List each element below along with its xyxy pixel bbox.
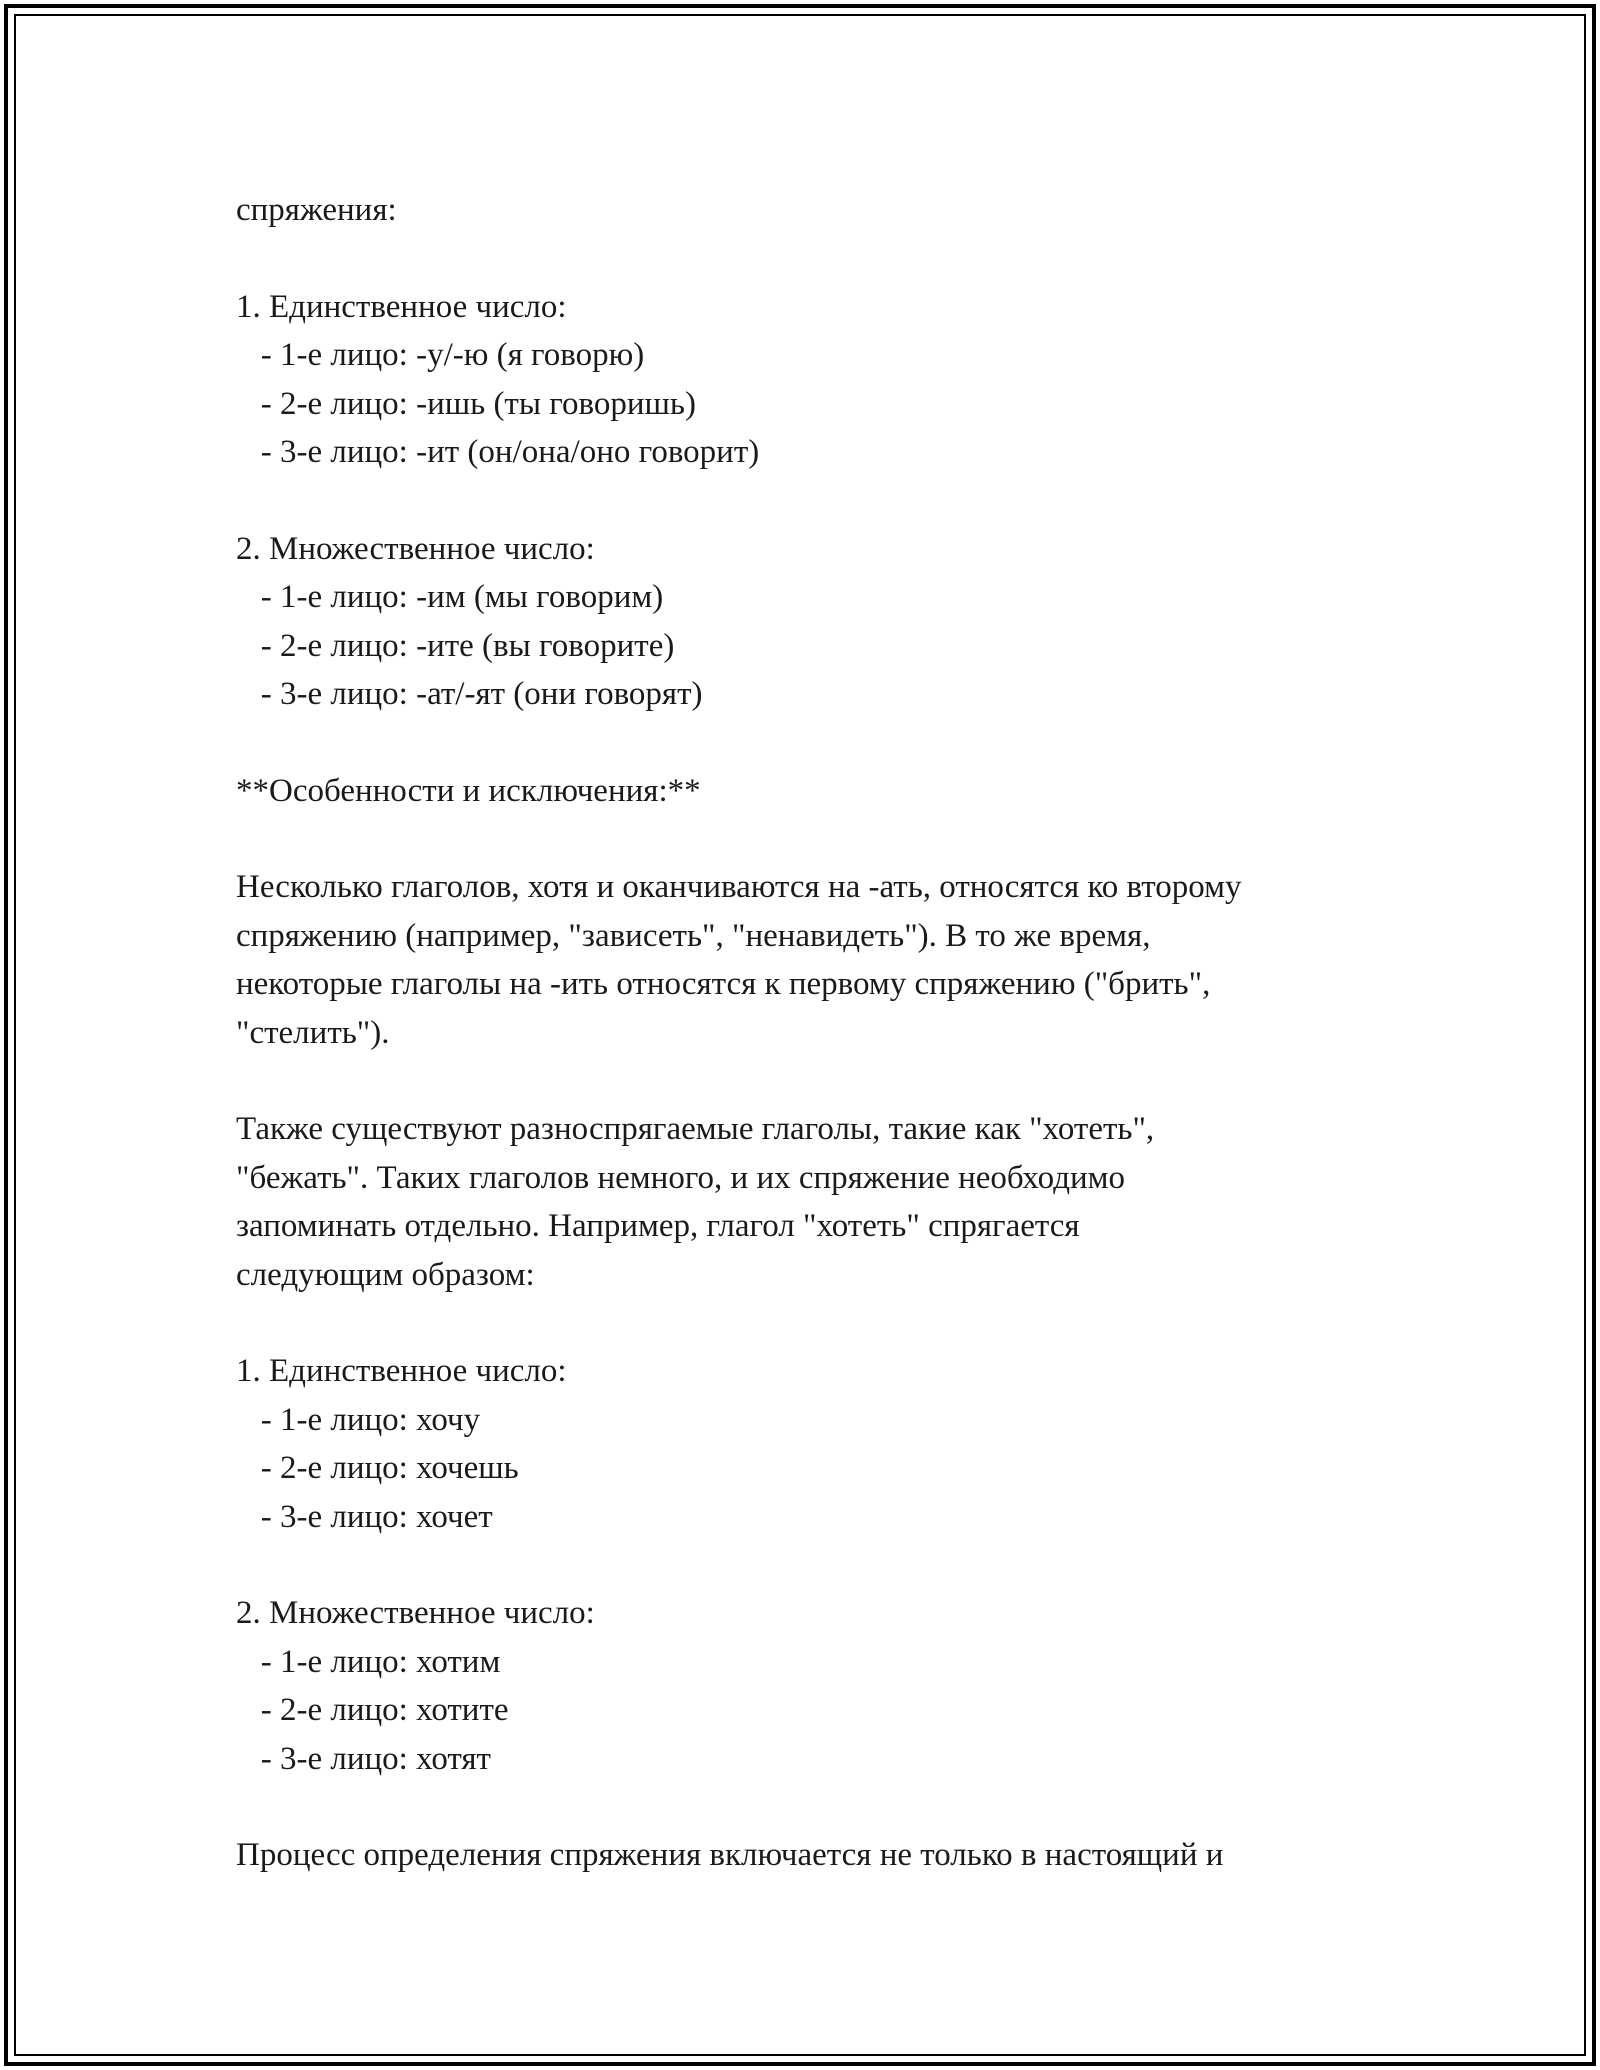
blank-line <box>236 234 1396 282</box>
blank-line <box>236 718 1396 766</box>
list-item: - 3-е лицо: -ат/-ят (они говорят) <box>236 675 703 712</box>
list-heading-plural: 2. Множественное число: <box>236 530 595 567</box>
list-item: - 1-е лицо: хотим <box>236 1643 501 1680</box>
text-line: спряжения: <box>236 192 397 228</box>
document-body <box>236 186 1396 1880</box>
list-item: - 2-е лицо: -ите (вы говорите) <box>236 627 675 664</box>
list-item: - 3-е лицо: -ит (он/она/оно говорит) <box>236 433 760 470</box>
list-item: - 2-е лицо: -ишь (ты говоришь) <box>236 385 696 422</box>
paragraph-line: Также существуют разноспрягаемые глаголы, такие как "хотеть", <box>236 1111 1155 1148</box>
list-item: - 3-е лицо: хочет <box>236 1498 493 1535</box>
blank-line <box>236 1783 1396 1831</box>
paragraph-line: Процесс определения спряжения включается не только в настоящий и <box>236 1837 1224 1874</box>
blank-line <box>236 476 1396 524</box>
list-item: - 1-е лицо: -у/-ю (я говорю) <box>236 337 645 374</box>
paragraph-line: "бежать". Таких глаголов немного, и их спряжение необходимо <box>236 1159 1126 1196</box>
paragraph-line: Несколько глаголов, хотя и оканчиваются на -ать, относятся ко второму <box>236 869 1242 906</box>
blank-line <box>236 815 1396 863</box>
list-item: - 1-е лицо: -им (мы говорим) <box>236 579 664 616</box>
blank-line <box>236 1299 1396 1347</box>
section-heading: **Особенности и исключения:** <box>236 772 701 809</box>
paragraph-line: спряжению (например, "зависеть", "ненавидеть"). В то же время, <box>236 917 1151 954</box>
list-item: - 2-е лицо: хотите <box>236 1692 509 1729</box>
list-heading-singular: 1. Единственное число: <box>236 288 567 325</box>
paragraph-line: "стелить"). <box>236 1014 390 1051</box>
paragraph-line: некоторые глаголы на -ить относятся к первому спряжению ("брить", <box>236 966 1211 1003</box>
paragraph-line: запоминать отдельно. Например, глагол "хотеть" спрягается <box>236 1208 1080 1245</box>
list-heading-singular: 1. Единственное число: <box>236 1353 567 1390</box>
paragraph-line: следующим образом: <box>236 1256 535 1293</box>
list-item: - 3-е лицо: хотят <box>236 1740 491 1777</box>
blank-line <box>236 1057 1396 1105</box>
list-item: - 2-е лицо: хочешь <box>236 1450 519 1487</box>
list-item: - 1-е лицо: хочу <box>236 1401 481 1438</box>
blank-line <box>236 1541 1396 1589</box>
list-heading-plural: 2. Множественное число: <box>236 1595 595 1632</box>
